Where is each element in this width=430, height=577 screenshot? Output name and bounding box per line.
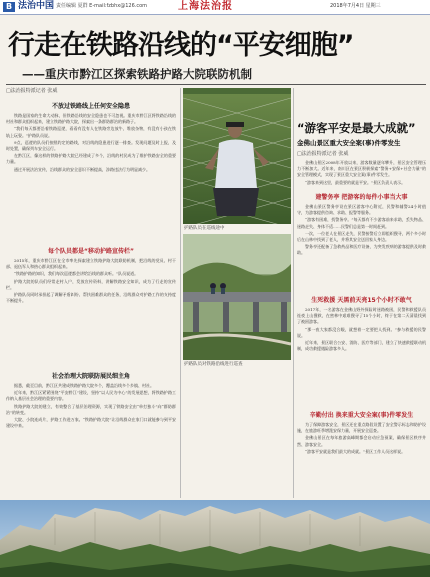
paragraph: 据悉，截至目前，黔江区共建成铁路护路大院多个，覆盖沿线多个乡镇、村社。 <box>14 383 154 388</box>
section-body-1 <box>6 113 176 243</box>
headline-rule <box>6 84 426 85</box>
right-byline: □法治报特派记者 张威 <box>297 151 349 157</box>
paragraph: 近年来，黔江区紧紧围绕“平安黔江”建设，坚持“以人民为中心”的发展思想，将铁路护路工作纳入基层社会治理的重要内容。 <box>6 390 176 402</box>
paragraph: 警务亭还配备了急救药品和医疗设备，为突发疾病的游客提供及时救助。 <box>297 244 426 256</box>
paragraph: 为了保障游客安全，景区还在重点路段设置了安全警示标志和防护设施，在旅游旺季增派安保力量，开展安全巡查。 <box>297 422 426 434</box>
right-section-body-1 <box>297 204 426 294</box>
right-subhead: 金佛山景区重大安全案(事)件零发生 <box>297 139 401 147</box>
date-page: 2018年7月4日 星期三 <box>330 3 381 9</box>
paragraph: 金佛山景区警务亭设在景区游客中心附近，民警和辅警24小时值守，为游客提供咨询、求助、报警等服务。 <box>297 204 426 216</box>
page-header <box>0 0 430 15</box>
paragraph: “游客有困难，找警务亭。”每天都有不少游客前来求助，丢失物品、迷路走失、身体不适……民警们总是第一时间赶到。 <box>297 217 426 229</box>
paragraph: 金佛山景区在每年旅游高峰期都会启动应急预案，确保景区秩序井然、游客安全。 <box>297 435 426 447</box>
photo-jinfo-mountain-image <box>0 500 430 577</box>
photo-jinfo-mountain <box>0 500 430 577</box>
column-divider <box>180 88 181 498</box>
section-title-2: 每个队员都是“移动护路宣传栏” <box>48 248 134 255</box>
paragraph: “游客来到这里，最重要的就是平安。”景区负责人表示。 <box>305 179 406 185</box>
right-section-title-1: 建警务亭 把游客的每件小事当大事 <box>315 194 408 201</box>
article-subhead: ——重庆市黔江区探索铁路护路大院联防机制 <box>22 67 252 81</box>
paragraph: 9点，巡逻的队员们按照约定的路线，对沿线的隐患进行逐一排查。发现问题及时上报，及时处置，确保列车安全运行。 <box>6 139 176 152</box>
right-headline: “游客平安是最大成就” <box>297 121 416 135</box>
masthead-logo: 上海法治报 <box>178 1 233 12</box>
article-byline: □法治报特派记者 张威 <box>6 88 58 94</box>
section-title-1: 不放过铁路线上任何安全隐患 <box>51 103 130 110</box>
paragraph: 铁路护路大院的建立，有效整合了基层治理资源，实现了铁路安全由“单打独斗”向“群防群治”的转变。 <box>6 403 176 415</box>
photo-caption-1: 护路队员在巡线途中 <box>184 226 225 231</box>
photo-railway-bridge <box>183 234 291 360</box>
paragraph: 2017年，一名游客在金佛山野外探险时迷路被困，民警和救援队员连夜上山搜救，在密林中艰难搜寻了15个小时，终于在第二天清晨找到了被困游客。 <box>297 307 426 325</box>
photo-patrol-fence-image <box>183 88 291 224</box>
photo-patrol-fence <box>183 88 291 224</box>
section-badge: B <box>3 2 15 12</box>
paragraph: “铁路护路的知识，我们每次巡逻都会讲给沿线的群众听。”队员说道。 <box>14 271 139 277</box>
paragraph: “游客平安就是我们最大的成就。”景区工作人员这样说。 <box>305 448 406 454</box>
right-section-title-2: 生死救援 天黑前天亮15个小时不敢气 <box>311 297 412 304</box>
paragraph: 近年来，景区联合公安、消防、医疗等部门，建立了快速救援联动机制，成功救援遇险游客多人。 <box>297 340 426 352</box>
column-divider-2 <box>293 88 294 498</box>
photo-railway-bridge-image <box>183 234 291 360</box>
paragraph: 铁路是国家的生命大动脉，但铁路沿线的安全隐患也不可忽视。重庆市黔江区将铁路沿线的村社和群众组织起来，建立铁路护路大院，探索出一条群防群治的新路子。 <box>6 113 176 125</box>
paragraph: “那一夜大家都没合眼，就想着一定要把人找到。”参与救援的民警说。 <box>297 326 426 338</box>
right-intro <box>297 160 426 190</box>
section-title-3: 社会治理大院联防展民细主角 <box>51 373 130 380</box>
section-body-3 <box>6 383 176 501</box>
paragraph: 通过开展法治宣传，沿线群众的安全意识不断提高，涉路违法行为明显减少。 <box>14 166 150 172</box>
paragraph: 金佛山景区2008年开放以来，游客数量逐年攀升，景区安全管理压力不断加大。近年来，南川区在景区积极探索“警务+安保+社会力量”的安全管理模式，实现了景区重大安全案(事)件零发生。 <box>297 160 426 178</box>
paragraph: 2015年，重庆市黔江区在全市率先探索建立铁路护路大院联防机制，把沿线的党员、村干部、退伍军人和热心群众组织起来。 <box>6 258 176 270</box>
paragraph: 大院、小院连成片，护路工作进万家。“铁路护路大院”让沿线群众在家门口就能参与到平安建设中来。 <box>6 417 176 429</box>
section-body-2 <box>6 258 176 370</box>
paragraph: 在黔江区，像这样的铁路护路大院已经建成了多个，沿线的村民成为了维护铁路安全的重要力量。 <box>6 153 176 165</box>
paragraph: “我们每天都要沿着铁路巡逻，看看有没有人在铁路旁边放牛、堆放杂物，有没有小孩在铁轨上玩耍。”护路队员说。 <box>6 126 176 138</box>
right-section-body-3 <box>297 422 426 498</box>
paragraph: 护路大院的队员们经常走村入户，发放宣传资料，讲解铁路安全知识，成为了行走的宣传栏。 <box>6 278 176 290</box>
paragraph: 护路队员同时承担起了调解矛盾纠纷、帮扶困难群众的任务，沿线群众对护路工作的支持度不断提升。 <box>6 292 176 304</box>
article-headline: 行走在铁路沿线的“平安细胞” <box>8 30 354 61</box>
paragraph: 一次，一位老人在景区走失，民警接警后立即组织搜寻，两个多小时后在山林中找到了老人，并将其安全送回家人身边。 <box>297 230 426 243</box>
right-section-body-2 <box>297 307 426 409</box>
right-section-title-3: 辛勤付出 换来重大安全案(事)件零发生 <box>309 412 414 419</box>
editor-meta: 责任编辑 夏群 E-mail:fzbhx@126.com <box>56 3 148 9</box>
section-name: 法治中国 <box>18 1 55 11</box>
photo-caption-2: 护路队员对铁路沿线进行巡查 <box>184 362 243 367</box>
